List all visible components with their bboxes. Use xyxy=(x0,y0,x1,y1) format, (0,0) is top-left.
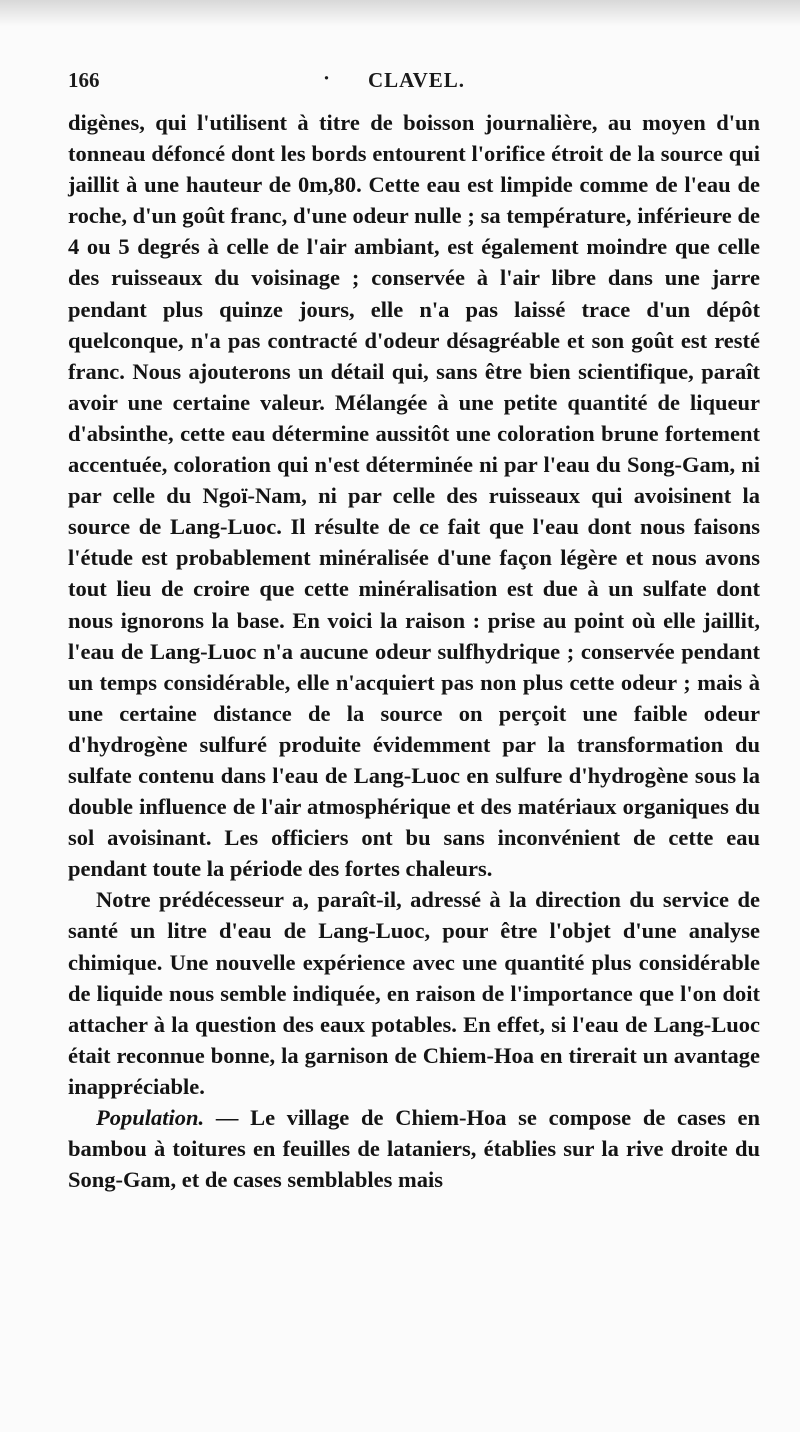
page-top-shadow xyxy=(0,0,800,26)
paragraph-text: digènes, qui l'utilisent à titre de boisson journalière, au moyen d'un tonneau défoncé dont les bords entourent l'orifice étroit de la source qui jaillit à une hauteur de 0m,80. Cette eau est limpide comme de l'eau de roche, d'un goût franc, d'une odeur nulle ; sa température, inférieure de 4 ou 5 degrés à celle de l'air ambiant, est également moindre que celle des ruisseaux du voisinage ; conservée à l'air libre dans une jarre pendant plus quinze jours, elle n'a pas laissé trace d'un dépôt quelconque, n'a pas contracté d'odeur désagréable et son goût est resté franc. Nous ajouterons un détail qui, sans être bien scientifique, paraît avoir une certaine valeur. Mélangée à une petite quantité de liqueur d'absinthe, cette eau détermine aussitôt une coloration brune fortement accentuée, coloration qui n'est déterminée ni par l'eau du Song-Gam, ni par celle du Ngoï-Nam, ni par celle des ruisseaux qui avoisinent la source de Lang-Luoc. Il résulte de ce fait que l'eau dont nous faisons l'étude est probablement minéralisée d'une façon légère et nous avons tout lieu de croire que cette minéralisation est due à un sulfate dont nous ignorons la base. En voici la raison : prise au point où elle jaillit, l'eau de Lang-Luoc n'a aucune odeur sulfhydrique ; conservée pendant un temps considérable, elle n'acquiert pas non plus cette odeur ; mais à une certaine distance de la source on perçoit une faible odeur d'hydrogène sulfuré produite évidemment par la transformation du sulfate contenu dans l'eau de Lang-Luoc en sulfure d'hydrogène sous la double influence de l'air atmosphérique et des matériaux organiques du sol avoisinant. Les officiers ont bu sans inconvénient de cette eau pendant toute la période des fortes chaleurs. xyxy=(68,110,760,882)
running-title: CLAVEL. xyxy=(368,68,466,92)
paragraph-analysis xyxy=(68,884,760,1102)
paragraph-text: — Le village de Chiem-Hoa se compose de cases en bambou à toitures en feuilles de lataniers, établies sur la rive droite du Song-Gam, et de cases semblables mais xyxy=(68,1105,760,1193)
running-head xyxy=(68,68,760,98)
header-separator-dot: · xyxy=(323,66,331,90)
paragraph-water-description xyxy=(68,107,760,884)
paragraph-text: Notre prédécesseur a, paraît-il, adressé à la direction du service de santé un litre d'eau de Lang-Luoc, pour être l'objet d'une analyse chimique. Une nouvelle expérience avec une quantité plus considérable de liquide nous semble indiquée, en raison de l'importance que l'on doit attacher à la question des eaux potables. En effet, si l'eau de Lang-Luoc était reconnue bonne, la garnison de Chiem-Hoa en tirerait un avantage inappréciable. xyxy=(68,887,760,1099)
page-number: 166 xyxy=(68,68,100,92)
body-text xyxy=(68,107,760,1195)
section-heading-population: Population. xyxy=(96,1105,205,1130)
paragraph-population xyxy=(68,1102,760,1195)
